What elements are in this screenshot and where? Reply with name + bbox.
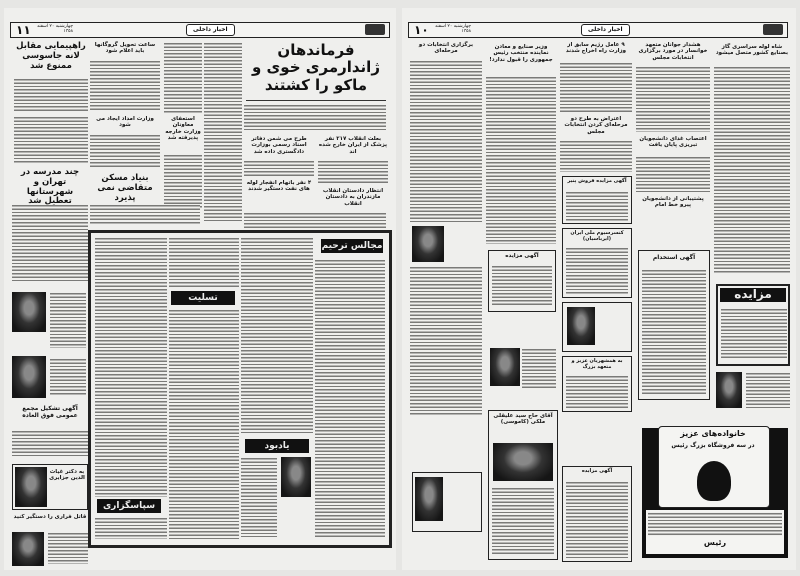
ad-box: به همشهریان عزیز و متعهد بزرگ [562, 356, 632, 412]
ad-box: آگهی مزایده [562, 466, 632, 562]
portrait-photo [12, 532, 44, 566]
headline: هشدار جوانان متعهد خوانسار در مورد برگزاری انتخابات مجلس [638, 42, 708, 61]
condolence-header: تسلیت [171, 291, 235, 305]
headline: اعتصاب غذای دانشجویان تبریزی پایان یافت [639, 136, 707, 149]
section-label: اخبار داخلی [581, 24, 630, 36]
headline: برگزاری انتخابات دو مرحله‌ای [418, 42, 474, 55]
right-page [402, 8, 796, 570]
page-header [408, 22, 788, 38]
date: چهارشنبه ۲۰ اسفند ۱۳۵۸ [36, 24, 73, 34]
headline: ۴ نفر باتهام انفجار لوله های نفت دستگیر شدند [246, 180, 312, 193]
ad-box: آقای حاج سید علیقلی ملکی (کاموسی) [488, 410, 558, 560]
notices-box [88, 230, 392, 548]
headline: به دکتر غیاث الدین جزایری [49, 469, 85, 482]
headline: ساعت تحویل گروگانها باید اعلام شود [94, 42, 156, 55]
headline: انتظار دادستان انقلاب مازندران به دادستان انقلاب [322, 188, 384, 207]
portrait-photo [12, 356, 46, 398]
headline: وزیر صنایع و معادن نماینده منتخب رئیس جمهوری را قبول ندارد! [489, 44, 553, 63]
portrait-photo [412, 226, 444, 262]
headline: قاتل فراری را دستگیر کنید [13, 514, 87, 520]
headline: اعتراض به طرح دو مرحله‌ای کردن انتخابات مجلس [564, 116, 628, 135]
headline: پشتیبانی از دانشجویان پیرو خط امام [642, 196, 704, 209]
families-ad: خانواده‌های عزیز در سه فروشگاه بزرگ رئیس رئیس [642, 428, 788, 558]
notice-box [12, 464, 88, 510]
photo-box [412, 472, 482, 532]
auction-ad: مزایده [716, 284, 790, 366]
thanks-header: سپاسگزاری [97, 499, 161, 513]
headline: استعفای معاونان وزارت خارجه پذیرفته شد [165, 116, 201, 141]
photo-box [562, 302, 632, 352]
headline: بعلت انقلاب ۲۱۷ نفر پزشک از ایران خارج شده اند [318, 136, 388, 155]
left-page [4, 8, 396, 570]
headline: چند مدرسه در تهران و شهرستانها تعطیل شد [20, 167, 80, 207]
headline: شاه لوله سراسری گاز بصنایع کشور متصل میشود [715, 44, 789, 57]
newspaper-logo [763, 24, 783, 35]
page-header [10, 22, 390, 38]
divider [246, 100, 386, 101]
ad-box: آگهی مزایده فروش پنیر [562, 176, 632, 224]
date: چهارشنبه ۲۰ اسفند ۱۳۵۸ [434, 24, 471, 34]
portrait-photo [490, 348, 520, 386]
main-headline: فرماندهان ژاندارمری خوی و ماکو را کشتند [252, 41, 380, 94]
page-number: ۱۰ [414, 23, 429, 37]
portrait-photo [716, 372, 742, 408]
headline: وزارت امداد ایجاد می شود [96, 116, 154, 129]
hiring-ad: آگهی استخدام [638, 250, 710, 400]
newspaper-logo [365, 24, 385, 35]
section-label: اخبار داخلی [186, 24, 235, 36]
headline: طرح می شمن دفاتر اسناد رسمی بوزارت دادگستری داده شد [251, 136, 307, 155]
headline: ۹ عامل رژیم سابق از وزارت راه اخراج شدند [565, 42, 627, 55]
ad-box: کنسرسیوم ملی ایران (ایرباسیان) [562, 228, 632, 298]
page-number: ۱۱ [16, 23, 31, 37]
memorial-header: مجالس ترحیم [321, 241, 383, 251]
headline: بنیاد مسکن متقاضی نمی پذیرد [97, 173, 153, 203]
birds-illustration [697, 461, 731, 501]
portrait-photo [12, 292, 46, 332]
headline: آگهی تشکیل مجمع عمومی فوق العاده [22, 405, 78, 419]
ad-box: آگهی مزایده [488, 250, 556, 312]
remembrance-header: یادبود [245, 439, 309, 453]
headline: راهپیمایی مقابل لانه جاسوسی ممنوع شد [16, 41, 86, 71]
